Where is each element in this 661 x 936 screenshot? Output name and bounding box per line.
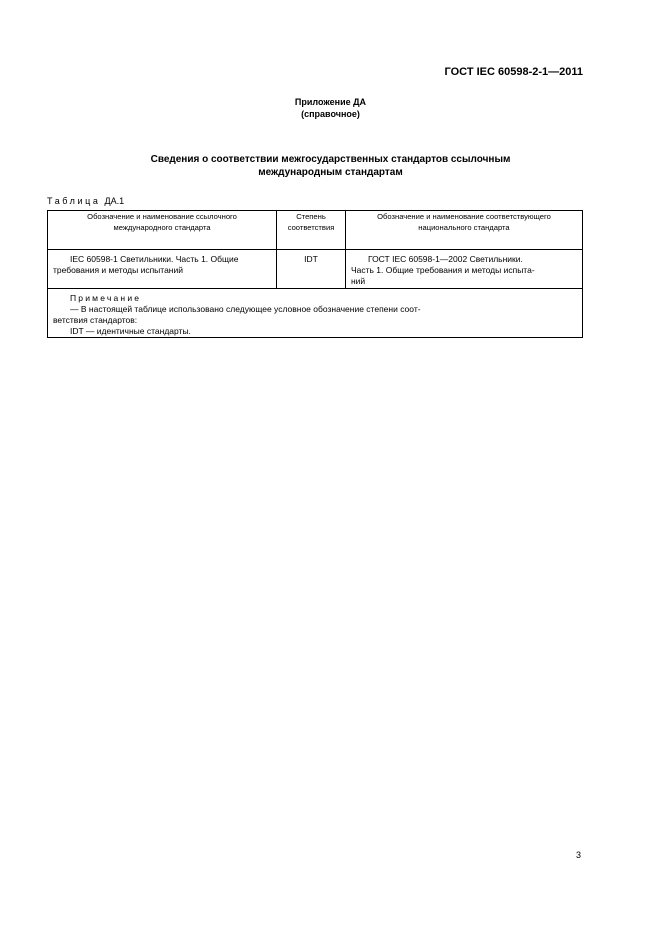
note-text: — В настоящей таблице использовано следующее условное обозначение степени соот- — [70, 304, 421, 314]
note-line-3: IDT — идентичные стандарты. — [70, 326, 191, 336]
header-degree — [277, 211, 346, 250]
section-heading-line-2: международным стандартам — [258, 167, 403, 178]
table-header-row — [48, 211, 583, 250]
header-cell-line: соответствия — [287, 223, 335, 232]
header-national-standard — [345, 211, 582, 250]
header-cell-line: Обозначение и наименование соответствующего — [377, 212, 551, 221]
cell-line: ГОСТ IEC 60598-1—2002 Светильники. — [367, 254, 523, 264]
cell-line: IEC 60598-1 Светильники. Часть 1. Общие — [70, 254, 239, 264]
annex-subtitle: (справочное) — [301, 109, 360, 119]
table-row — [48, 250, 583, 289]
table-note-row — [48, 289, 583, 338]
cell-international-standard — [48, 250, 277, 289]
table-label — [47, 196, 124, 206]
section-heading-line-1: Сведения о соответствии межгосударственных стандартов ссылочным — [150, 154, 511, 165]
cell-line: требования и методы испытаний — [53, 265, 183, 275]
note-line-2: ветствия стандартов: — [53, 315, 138, 325]
document-code: ГОСТ IEC 60598-2-1—2011 — [444, 66, 583, 78]
annex-title: Приложение ДА — [294, 97, 367, 107]
note-label: Примечание — [70, 293, 142, 303]
cell-degree — [277, 250, 346, 289]
cell-national-standard — [345, 250, 582, 289]
header-international-standard — [48, 211, 277, 250]
section-heading — [0, 153, 661, 179]
header-cell-line: Обозначение и наименование ссылочного — [87, 212, 237, 221]
correspondence-table — [47, 210, 583, 338]
header-cell-line: Степень — [296, 212, 326, 221]
header-cell-line: национального стандарта — [418, 223, 510, 232]
table-note — [48, 289, 583, 338]
table-label-word: Таблица — [47, 196, 101, 206]
note-line-1 — [53, 293, 576, 315]
table-label-number: ДА.1 — [104, 196, 125, 206]
cell-line: ний — [350, 276, 366, 286]
cell-line: Часть 1. Общие требования и методы испыта- — [350, 265, 535, 275]
cell-line: IDT — [304, 254, 318, 264]
page-number: 3 — [575, 850, 581, 860]
header-cell-line: международного стандарта — [113, 223, 211, 232]
